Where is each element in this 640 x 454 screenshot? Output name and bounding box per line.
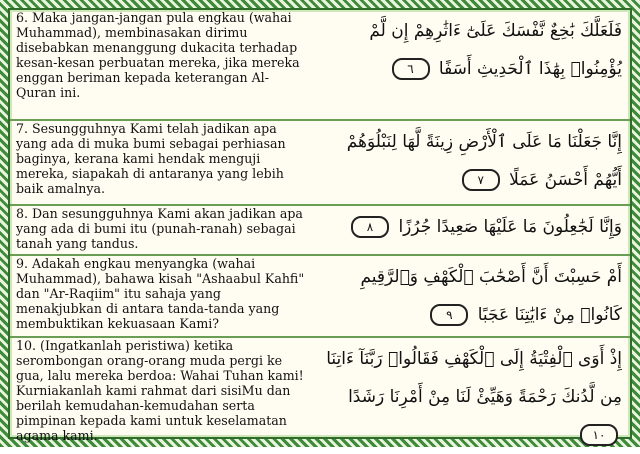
- verse-6: [10, 10, 630, 121]
- verse-translation: 10. (Ingatkanlah peristiwa) ketika serombongan orang-orang muda pergi ke gua, lalu mereka berdoa: Wahai Tuhan kami! Kurniakanlah kami rahmat dari sisiMu dan berilah kemudahan-kemudahan serta pimpinan kepada kami untuk keselamatan agama kami.: [16, 338, 304, 443]
- verse-number-marker: ٧: [462, 169, 500, 191]
- verse-10: [10, 338, 630, 443]
- verse-translation: 7. Sesungguhnya Kami telah jadikan apa yang ada di muka bumi sebagai perhiasan baginya, kerana kami hendak menguji mereka, siapakah di antaranya yang lebih baik amalnya.: [16, 121, 286, 196]
- verse-8: [10, 206, 630, 256]
- arabic-text: إِنَّا جَعَلْنَا مَا عَلَى ٱلْأَرْضِ زِينَةً لَّهَا لِنَبْلُوَهُمْ أَيُّهُمْ أَحْسَنُ عَمَلًا: [346, 132, 622, 190]
- verse-number-marker: ٩: [430, 304, 468, 326]
- arabic-text: وَإِنَّا لَجَٰعِلُونَ مَا عَلَيْهَا صَعِيدًا جُرُزًا: [398, 217, 622, 237]
- verse-translation: 8. Dan sesungguhnya Kami akan jadikan apa yang ada di bumi itu (punah-ranah) sebagai tanah yang tandus.: [16, 206, 303, 251]
- verse-arabic: [322, 123, 622, 199]
- verse-number-marker: ٨: [351, 216, 389, 238]
- page-frame: [8, 8, 632, 443]
- arabic-text: أَمْ حَسِبْتَ أَنَّ أَصْحَٰبَ ٱلْكَهْفِ وَٱلرَّقِيمِ كَانُوا۟ مِنْ ءَايَٰتِنَا عَجَبًا: [360, 267, 622, 325]
- verse-arabic: [322, 12, 622, 88]
- arabic-text: فَلَعَلَّكَ بَٰخِعٌ نَّفْسَكَ عَلَىٰٓ ءَاثَٰرِهِمْ إِن لَّمْ يُؤْمِنُوا۟ بِهَٰذَا ٱلْحَدِيثِ أَسَفًا: [369, 21, 622, 79]
- verse-number-marker: ١٠: [580, 424, 618, 446]
- arabic-text: إِذْ أَوَى ٱلْفِتْيَةُ إِلَى ٱلْكَهْفِ فَقَالُوا۟ رَبَّنَآ ءَاتِنَا مِن لَّدُنكَ رَحْمَةً وَهَيِّئْ لَنَا مِنْ أَمْرِنَا رَشَدًا: [326, 349, 622, 407]
- verse-number-marker: ٦: [392, 58, 430, 80]
- verse-9: [10, 256, 630, 338]
- verse-arabic: [322, 208, 622, 246]
- verse-arabic: [322, 258, 622, 334]
- verse-translation: 9. Adakah engkau menyangka (wahai Muhammad), bahawa kisah "Ashaabul Kahfi" dan "Ar-Raqiim" itu sahaja yang menakjubkan di antara tanda-tanda yang membuktikan kekuasaan Kami?: [16, 256, 305, 331]
- verse-arabic: [322, 340, 622, 454]
- verse-translation: 6. Maka jangan-jangan pula engkau (wahai Muhammad), membinasakan dirimu disebabkan menanggung dukacita terhadap kesan-kesan perbuatan mereka, jika mereka enggan beriman kepada keterangan Al-Quran ini.: [16, 10, 300, 100]
- verse-7: [10, 121, 630, 206]
